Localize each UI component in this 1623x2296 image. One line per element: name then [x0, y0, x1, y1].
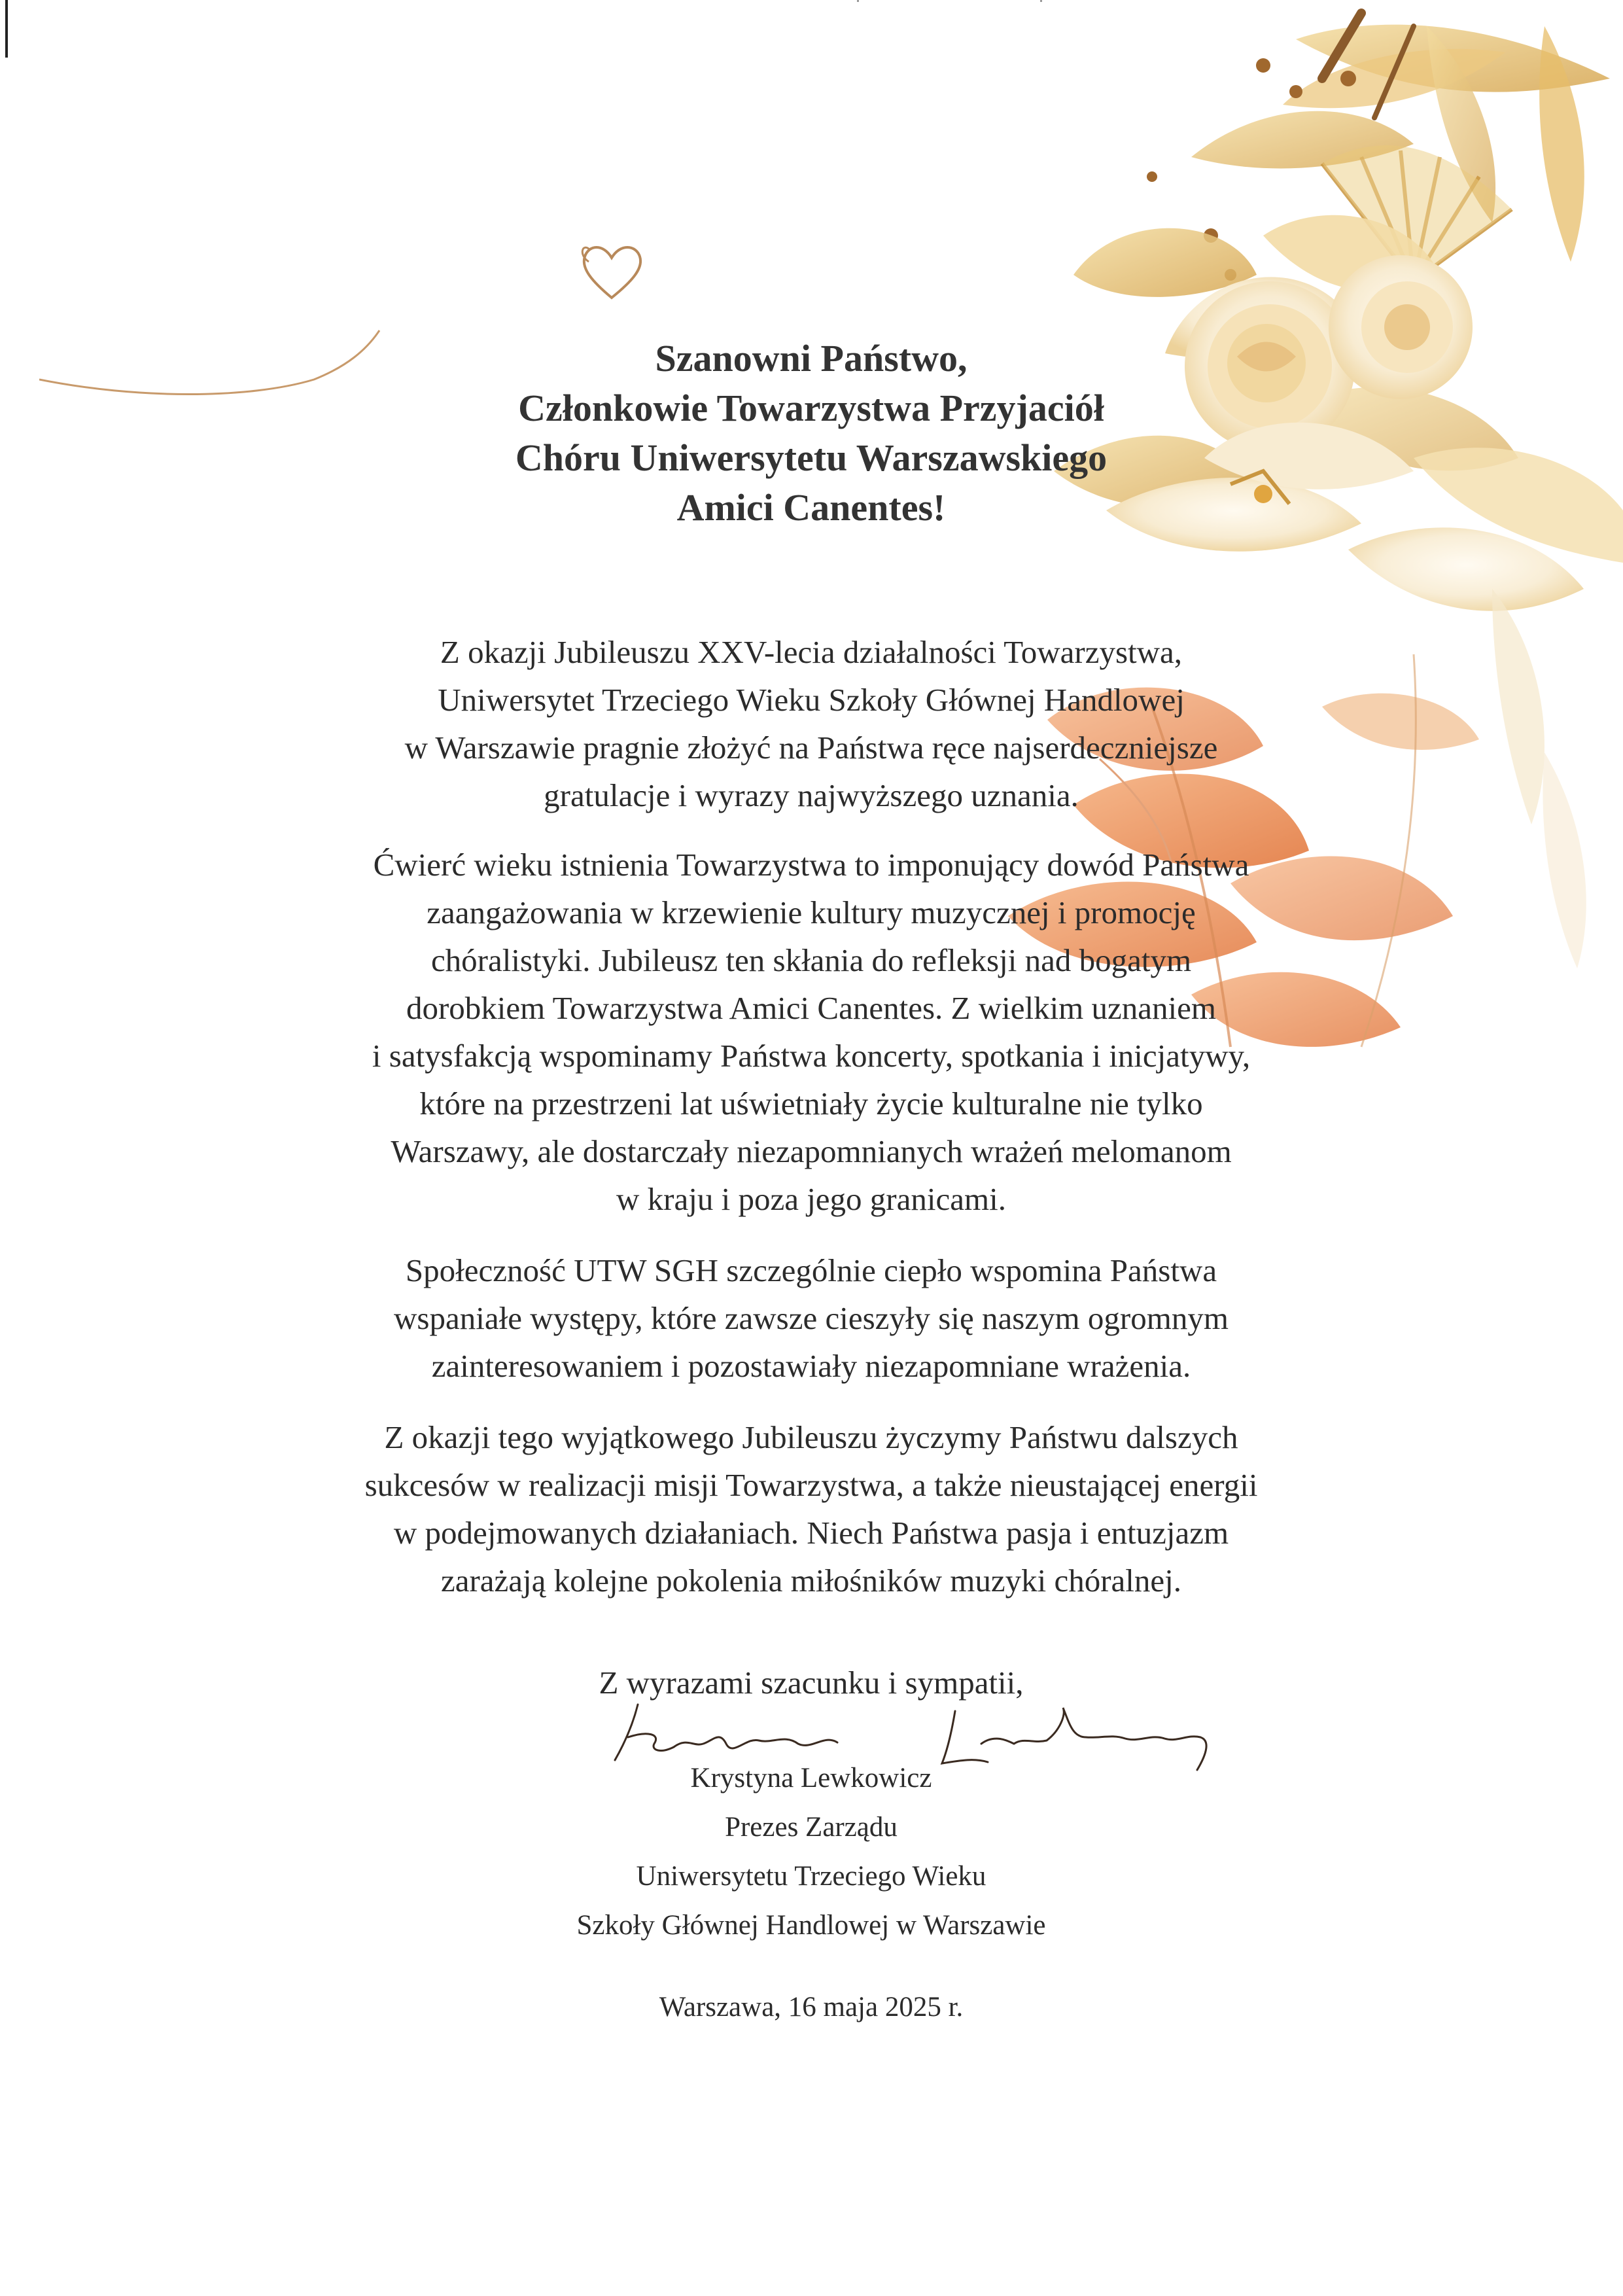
paragraph-line: w podejmowanych działaniach. Niech Państwa pasja i entuzjazm	[393, 1515, 1229, 1551]
paragraph-wishes	[170, 1413, 1452, 1604]
signer-block	[170, 1754, 1452, 1950]
paragraph-line: w Warszawie pragnie złożyć na Państwa ręce najserdeczniejsze	[404, 730, 1218, 766]
paragraph-line: chóralistyki. Jubileusz ten skłania do refleksji nad bogatym	[430, 942, 1192, 978]
paragraph-line: wspaniałe występy, które zawsze cieszyły się naszym ogromnym	[394, 1300, 1229, 1336]
letter-date: Warszawa, 16 maja 2025 r.	[659, 1992, 964, 2022]
heading-line: Szanowni Państwo,	[655, 337, 968, 380]
scan-dot	[857, 0, 859, 2]
paragraph-line: Z okazji tego wyjątkowego Jubileuszu życzymy Państwu dalszych	[384, 1419, 1238, 1455]
paragraph-line: Uniwersytet Trzeciego Wieku Szkoły Głównej Handlowej	[438, 682, 1185, 718]
paragraph-line: Społeczność UTW SGH szczególnie ciepło wspomina Państwa	[405, 1252, 1217, 1288]
paragraph-line: które na przestrzeni lat uświetniały życie kulturalne nie tylko	[419, 1086, 1203, 1122]
signer-organization: Szkoły Głównej Handlowej w Warszawie	[576, 1910, 1046, 1941]
paragraph-line: zainteresowaniem i pozostawiały niezapomniane wrażenia.	[431, 1348, 1191, 1384]
paragraph-line: Ćwierć wieku istnienia Towarzystwa to imponujący dowód Państwa	[373, 847, 1249, 883]
paragraph-line: Warszawy, ale dostarczały niezapomnianych wrażeń melomanom	[391, 1133, 1232, 1169]
closing-salutation: Z wyrazami szacunku i sympatii,	[599, 1665, 1024, 1701]
paragraph-line: sukcesów w realizacji misji Towarzystwa, a także nieustającej energii	[364, 1467, 1258, 1503]
paragraph-line: zarażają kolejne pokolenia miłośników muzyki chóralnej.	[440, 1563, 1182, 1598]
letter-heading	[170, 334, 1452, 533]
heading-line: Chóru Uniwersytetu Warszawskiego	[515, 436, 1108, 479]
heading-line: Amici Canentes!	[676, 486, 946, 529]
paragraph-line: dorobkiem Towarzystwa Amici Canentes. Z wielkim uznaniem	[406, 990, 1217, 1026]
paragraph-line: gratulacje i wyrazy najwyższego uznania.	[544, 777, 1079, 813]
scan-edge-mark	[5, 0, 8, 58]
paragraph-line: Z okazji Jubileuszu XXV-lecia działalności Towarzystwa,	[440, 634, 1183, 670]
signer-organization: Uniwersytetu Trzeciego Wieku	[636, 1861, 986, 1892]
paragraph-line: i satysfakcją wspominamy Państwa koncerty, spotkania i inicjatywy,	[372, 1038, 1251, 1074]
paragraph-line: zaangażowania w krzewienie kultury muzycznej i promocję	[427, 894, 1196, 930]
signer-title: Prezes Zarządu	[725, 1812, 898, 1843]
signer-name: Krystyna Lewkowicz	[690, 1763, 932, 1793]
heart-icon	[576, 236, 648, 308]
paragraph-quarter-century	[170, 841, 1452, 1223]
paragraph-line: w kraju i poza jego granicami.	[616, 1181, 1006, 1217]
paragraph-jubilee-congratulations	[170, 628, 1452, 819]
heading-line: Członkowie Towarzystwa Przyjaciół	[518, 387, 1104, 429]
paragraph-community-memories	[170, 1246, 1452, 1390]
